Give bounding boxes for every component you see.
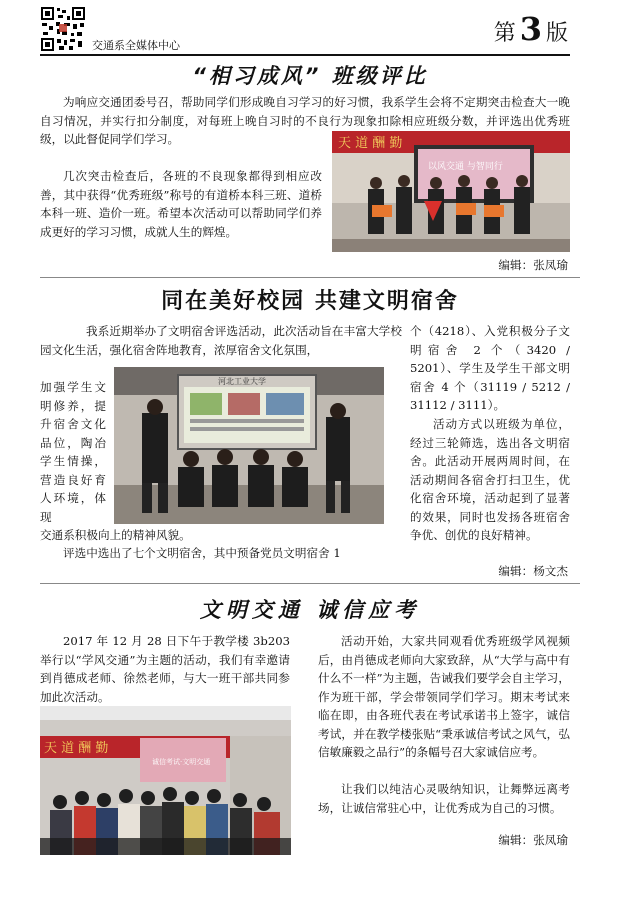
article1-paragraph-1: 为响应交通团委号召，帮助同学们形成晚自习学习的好习惯，我系学生会将不定期突击检查大一晚自习情况，并实行扣分制度，对每班上晚自习时的不良行为现象扣除相应班级分数，并评选出优秀班级，以此督促同学们学习。 <box>40 95 570 146</box>
edition-prefix: 第 <box>493 21 516 46</box>
article2-separator <box>40 583 580 584</box>
article2-paragraph-2: 评选中选出了七个文明宿舍，其中预备党员文明宿舍 1 <box>63 546 341 560</box>
article3-right-paragraph-1: 活动开始，大家共同观看优秀班级学风视频后，由肖德成老师向大家致辞，从“大学与高中有什么不一样”为主题，告诫我们要学会自主学习，作为班干部，学会带领同学们学习。期末考试来临在即，由各班代表在考试承诺书上签字，诚信考试，并在教学楼张贴“秉承诚信考试之风气，弘信敏廉毅之品行”的条幅号召大家诚信应考。 <box>318 634 570 759</box>
article2-photo <box>114 367 384 524</box>
article2-right-column-2: 活动方式以班级为单位，经过三轮筛选，选出各文明宿舍。此活动开展两周时间，在活动期间各宿舍打扫卫生，优化宿舍环境，活动起到了显著的效果，同时也发扬各班宿舍争优、创优的良好精神。 <box>410 417 570 542</box>
article1-editor: 编辑：张凤瑜 <box>498 258 568 272</box>
article1-photo <box>332 131 570 252</box>
article2-paragraph-1: 我系近期举办了文明宿舍评选活动，此次活动旨在丰富大学校园文化生活，强化宿舍阵地教育，浓厚宿舍文化氛围， <box>40 324 402 357</box>
article2-photo-sign: 河北工业大学 <box>218 377 266 386</box>
article1-separator <box>40 277 580 278</box>
article3-paragraph-1: 2017 年 12 月 28 日下午于教学楼 3b203 举行以“学风交通”为主题的活动，我们有幸邀请到肖德成老师、徐然老师，与大一班干部共同参加此次活动。 <box>40 634 290 704</box>
article2-paragraph-1-end: 交通系积极向上的精神风貌。 <box>40 528 191 542</box>
masthead-rule <box>40 54 570 56</box>
article3-photo-screen: 诚信考试·文明交通 <box>152 758 211 766</box>
article1-photo-banner: 天 道 酬 勤 <box>338 136 403 151</box>
article3-right-paragraph-2: 让我们以纯洁心灵吸纳知识，让舞弊远离考场，让诚信常驻心中，让优秀成为自己的习惯。 <box>318 782 570 815</box>
edition-label <box>494 10 568 48</box>
article3-title: 文明交通 诚信应考 <box>199 598 421 622</box>
article1-photo-screen: 以风交通 与智同行 <box>428 162 503 172</box>
article3-photo <box>40 706 291 855</box>
masthead <box>0 0 620 62</box>
article3-photo-banner: 天 道 酬 勤 <box>44 741 109 756</box>
article2-title: 同在美好校园 共建文明宿舍 <box>161 289 459 314</box>
article2-right-column-1: 个（4218）、入党积极分子文明宿舍 2 个（3420 / 5201）、学生及学生干部文明宿舍 4 个（31119 / 5212 / 31112 / 3111）。 <box>410 324 570 412</box>
edition-number: 3 <box>519 10 542 48</box>
article1-title: “相习成风” 班级评比 <box>192 64 428 88</box>
article1-paragraph-2: 几次突击检查后，各班的不良现象都得到相应改善，其中获得“优秀班级”称号的有道桥本科三班、道桥本科一班、造价一班。希望本次活动可以帮助同学们养成更好的学习习惯，成就人生的辉煌。 <box>40 169 322 239</box>
article2-editor: 编辑：杨文杰 <box>498 564 568 578</box>
edition-suffix: 版 <box>545 21 568 46</box>
article2-paragraph-1-side: 加强学生文明修养，提升宿舍文化品位，陶冶学生情操，营造良好育人环境，体现 <box>40 380 106 524</box>
article3-editor: 编辑：张凤瑜 <box>498 833 568 847</box>
dept-name: 交通系全媒体中心 <box>92 39 180 52</box>
qr-code-icon <box>40 6 86 52</box>
